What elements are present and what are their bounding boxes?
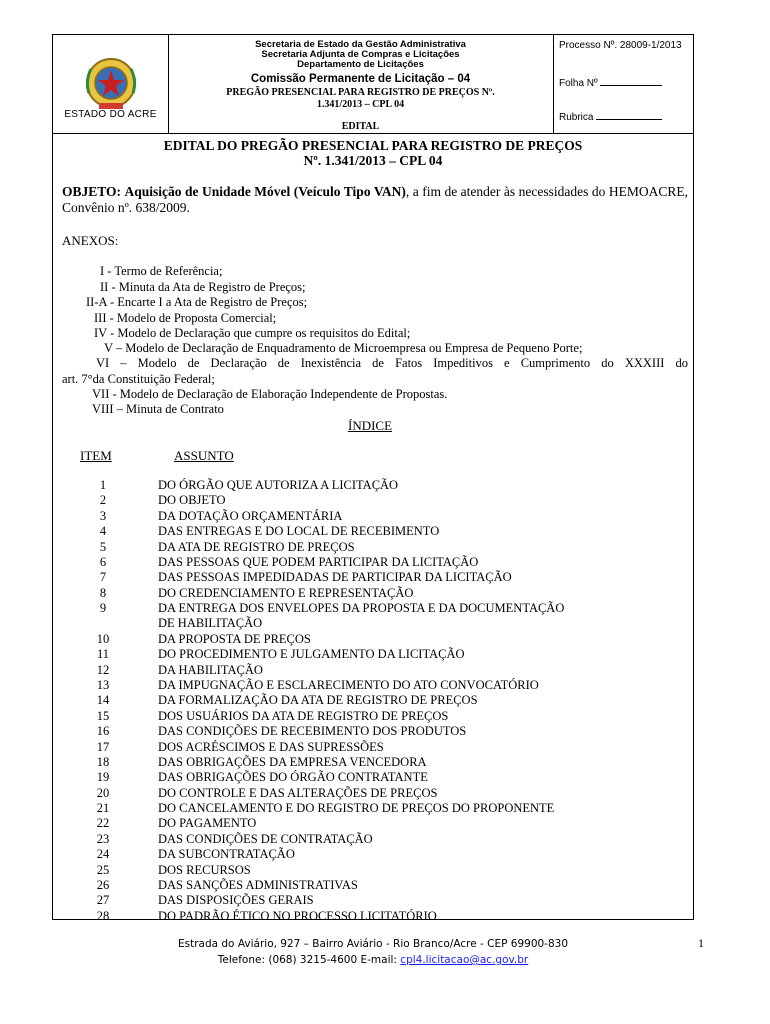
index-item-subject: DO CREDENCIAMENTO E REPRESENTAÇÃO (158, 585, 414, 600)
anexo-item: V – Modelo de Declaração de Enquadramento de Microempresa ou Empresa de Pequeno Porte; (104, 341, 583, 355)
index-item-subject: DO CONTROLE E DAS ALTERAÇÕES DE PREÇOS (158, 785, 438, 800)
processo-number: Processo Nº. 28009-1/2013 (559, 40, 682, 51)
index-item-subject: DO CANCELAMENTO E DO REGISTRO DE PREÇOS DO PROPONENTE (158, 801, 555, 815)
index-item-subject: DAS OBRIGAÇÕES DO ÓRGÃO CONTRATANTE (158, 770, 428, 785)
rubrica-blank (596, 110, 662, 120)
footer-address: Estrada do Aviário, 927 – Bairro Aviário - Rio Branco/Acre - CEP 69900-830 (177, 938, 569, 950)
index-item-subject: DAS DISPOSIÇÕES GERAIS (158, 893, 314, 908)
letterhead (52, 34, 694, 134)
index-item-subject: DAS PESSOAS QUE PODEM PARTICIPAR DA LICITAÇÃO (158, 554, 479, 569)
index-item-subject: DOS USUÁRIOS DA ATA DE REGISTRO DE PREÇOS (158, 708, 449, 723)
index-item-subject: DA FORMALIZAÇÃO DA ATA DE REGISTRO DE PREÇOS (158, 693, 478, 708)
footer-email-link[interactable]: cpl4.licitacao@ac.gov.br (400, 954, 529, 966)
commission-line: Comissão Permanente de Licitação – 04 (250, 73, 471, 85)
index-item-number: 3 (99, 508, 107, 523)
assunto-column-header: ASSUNTO (174, 448, 234, 463)
anexo-item: II - Minuta da Ata de Registro de Preços; (100, 280, 306, 294)
index-item-number: 7 (99, 570, 107, 585)
index-item-subject: DOS RECURSOS (158, 862, 251, 877)
item-column-header: ITEM (80, 448, 112, 463)
index-item-subject: DA PROPOSTA DE PREÇOS (158, 631, 311, 646)
index-item-number: 20 (96, 785, 110, 800)
coat-of-arms-icon (81, 53, 141, 113)
index-item-subject: DO PADRÃO ÉTICO NO PROCESSO LICITATÓRIO (158, 908, 437, 923)
edital-title: EDITAL DO PREGÃO PRESENCIAL PARA REGISTRO DE PREÇOS Nº. 1.341/2013 – CPL 04 (163, 138, 583, 168)
objeto-label: OBJETO: (62, 184, 122, 199)
index-item-number: 2 (99, 493, 107, 508)
departamento-line: Departamento de Licitações (297, 59, 424, 70)
folha-blank (600, 76, 662, 86)
coat-of-arms-cell (53, 35, 169, 133)
index-item-subject: DO OBJETO (158, 493, 226, 508)
letterhead-center (168, 35, 554, 133)
footer (52, 936, 694, 968)
indice-title: ÍNDICE (348, 418, 393, 433)
estado-label: ESTADO DO ACRE (64, 109, 157, 120)
anexo-item: I - Termo de Referência; (100, 264, 223, 278)
edital-label: EDITAL (341, 121, 380, 132)
index-item-number: 1 (99, 478, 107, 492)
index-item-subject: DAS CONDIÇÕES DE RECEBIMENTO DOS PRODUTOS (158, 724, 467, 739)
objeto-paragraph (62, 184, 688, 216)
index-item-number: 8 (99, 585, 107, 600)
index-item-number: 28 (96, 908, 110, 923)
index-item-subject: DA DOTAÇÃO ORÇAMENTÁRIA (158, 508, 343, 523)
index-item-number: 23 (96, 831, 110, 846)
page-number: 1 (698, 936, 704, 950)
index-item-subject: DAS CONDIÇÕES DE CONTRATAÇÃO (158, 831, 373, 846)
folha-label: Folha Nº (559, 78, 598, 89)
secretaria-adjunta-line: Secretaria Adjunta de Compras e Licitações (261, 49, 460, 60)
index-item-number: 22 (96, 816, 110, 831)
pregao-line-2: 1.341/2013 – CPL 04 (316, 99, 405, 110)
index-item-number: 13 (96, 677, 110, 692)
index-item-subject: DA IMPUGNAÇÃO E ESCLARECIMENTO DO ATO CONVOCATÓRIO (158, 677, 539, 692)
index-item-number: 11 (96, 647, 110, 662)
index-item-subject: DO PROCEDIMENTO E JULGAMENTO DA LICITAÇÃO (158, 647, 465, 662)
index-item-number: 16 (96, 724, 110, 739)
index-item-number: 9 (99, 601, 107, 615)
index-item-number: 15 (96, 708, 110, 723)
anexo-item-continuation: art. 7°da Constituição Federal; (62, 372, 215, 386)
index-item-number: 12 (96, 662, 110, 677)
anexo-item: III - Modelo de Proposta Comercial; (94, 311, 277, 325)
index-item-number: 26 (96, 877, 110, 892)
process-info (553, 35, 693, 133)
anexo-item: VIII – Minuta de Contrato (92, 402, 224, 416)
index-item-subject: DOS ACRÉSCIMOS E DAS SUPRESSÕES (158, 739, 384, 754)
index-item-number: 17 (96, 739, 110, 754)
index-item-number: 6 (99, 554, 107, 569)
objeto-rest: , a fim de atender às necessidades do HEMOACRE, Convênio nº. 638/2009. (62, 184, 688, 215)
secretaria-line: Secretaria de Estado da Gestão Administrativa (255, 39, 466, 50)
index-item-number: 19 (96, 770, 110, 785)
index-item-subject: DAS OBRIGAÇÕES DA EMPRESA VENCEDORA (158, 754, 427, 769)
anexos-label: ANEXOS: (62, 233, 119, 248)
index-item-number: 18 (96, 754, 110, 769)
index-item-subject: DAS SANÇÕES ADMINISTRATIVAS (158, 877, 358, 892)
index-item-subject: DAS PESSOAS IMPEDIDADAS DE PARTICIPAR DA LICITAÇÃO (158, 570, 512, 585)
rubrica-label: Rubrica (559, 112, 594, 123)
anexo-item: VI – Modelo de Declaração de Inexistência de Fatos Impeditivos e Cumprimento do XXXIII do (96, 356, 688, 370)
anexo-item: VII - Modelo de Declaração de Elaboração Independente de Propostas. (92, 387, 448, 401)
index-item-subject: DA SUBCONTRATAÇÃO (158, 847, 295, 862)
index-item-number: 24 (96, 847, 110, 862)
index-item-subject: DA HABILITAÇÃO (158, 662, 263, 677)
index-item-subject: DO ÓRGÃO QUE AUTORIZA A LICITAÇÃO (158, 478, 399, 492)
footer-phone: Telefone: (068) 3215-4600 E-mail: (217, 954, 397, 966)
index-item-number: 4 (99, 524, 107, 539)
index-item-subject: DE HABILITAÇÃO (158, 616, 263, 631)
index-item-number: 27 (96, 893, 110, 908)
anexo-item: IV - Modelo de Declaração que cumpre os requisitos do Edital; (94, 326, 411, 340)
index-item-number: 14 (96, 693, 110, 708)
index-item-number: 21 (96, 801, 110, 815)
index-item-subject: DA ATA DE REGISTRO DE PREÇOS (158, 539, 355, 554)
index-item-subject: DA ENTREGA DOS ENVELOPES DA PROPOSTA E DA DOCUMENTAÇÃO (158, 601, 565, 615)
index-item-number: 5 (99, 539, 107, 554)
index-item-number: 10 (96, 631, 110, 646)
index-item-subject: DO PAGAMENTO (158, 816, 257, 831)
anexo-item: II-A - Encarte I a Ata de Registro de Preços; (86, 295, 308, 309)
objeto-subject: Aquisição de Unidade Móvel (Veículo Tipo VAN) (124, 184, 406, 199)
index-item-number: 25 (96, 862, 110, 877)
pregao-line-1: PREGÃO PRESENCIAL PARA REGISTRO DE PREÇOS Nº. (226, 87, 495, 98)
index-item-subject: DAS ENTREGAS E DO LOCAL DE RECEBIMENTO (158, 524, 440, 539)
